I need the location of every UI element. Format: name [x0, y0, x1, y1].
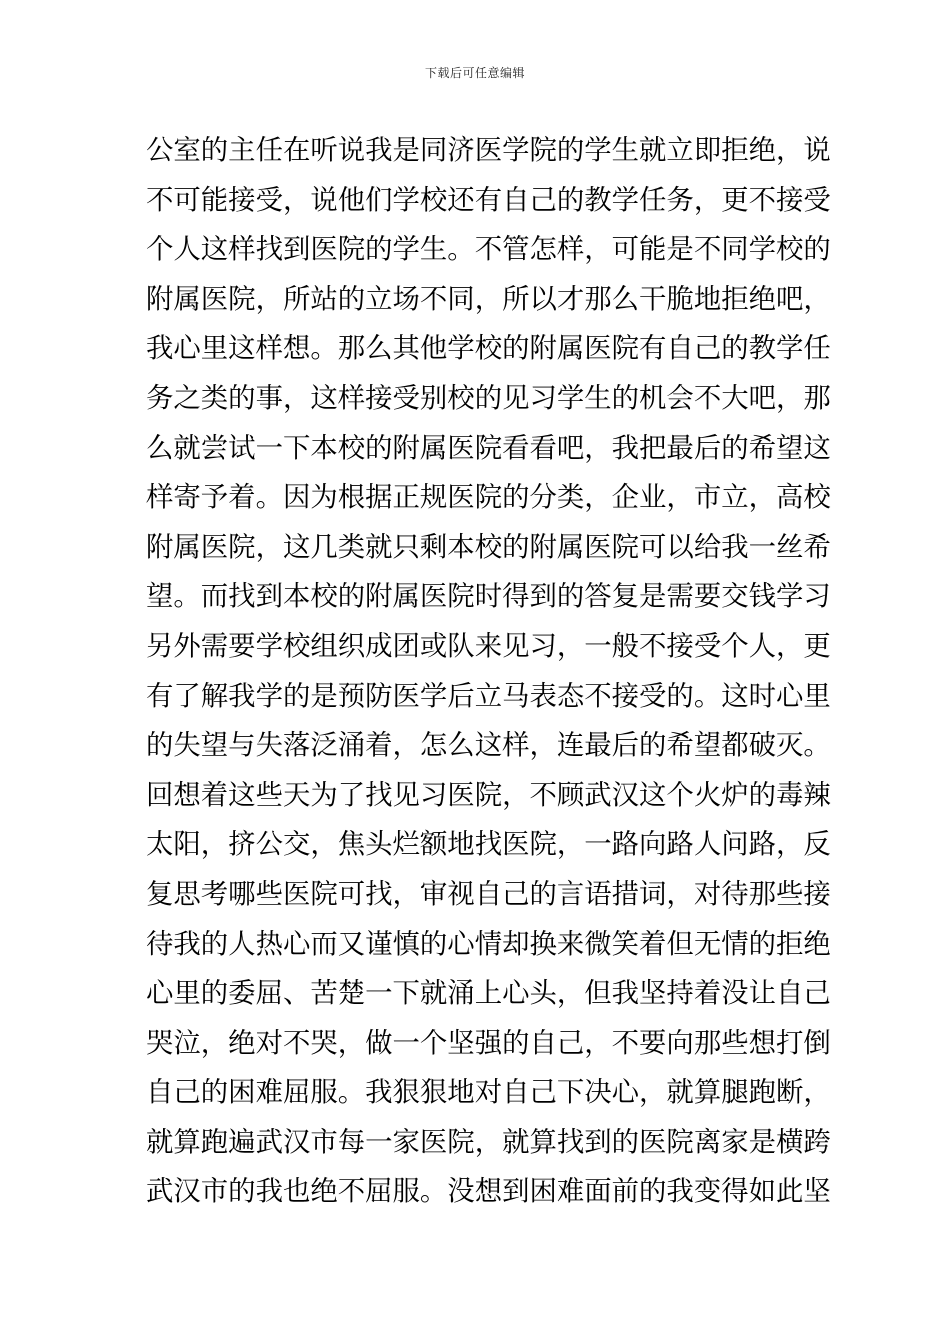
text-line: 附属医院，所站的立场不同，所以才那么干脆地拒绝吧，	[146, 283, 831, 315]
text-line: 武汉市的我也绝不屈服。没想到困难面前的我变得如此坚	[146, 1176, 831, 1208]
text-line: 么就尝试一下本校的附属医院看看吧，我把最后的希望这	[146, 432, 831, 464]
body-paragraph	[146, 126, 831, 1217]
text-line: 另外需要学校组织成团或队来见习，一般不接受个人，更	[146, 630, 831, 662]
text-line: 望。而找到本校的附属医院时得到的答复是需要交钱学习	[146, 581, 831, 613]
text-line: 自己的困难屈服。我狠狠地对自己下决心，就算腿跑断，	[146, 1077, 831, 1109]
text-line: 有了解我学的是预防医学后立马表态不接受的。这时心里	[146, 680, 831, 712]
text-line: 不可能接受，说他们学校还有自己的教学任务，更不接受	[146, 184, 831, 216]
text-line: 哭泣，绝对不哭，做一个坚强的自己，不要向那些想打倒	[146, 1027, 831, 1059]
text-line: 回想着这些天为了找见习医院，不顾武汉这个火炉的毒辣	[146, 779, 831, 811]
text-line: 心里的委屈、苦楚一下就涌上心头，但我坚持着没让自己	[146, 978, 831, 1010]
text-line: 样寄予着。因为根据正规医院的分类，企业，市立，高校	[146, 482, 831, 514]
text-line: 待我的人热心而又谨慎的心情却换来微笑着但无情的拒绝	[146, 928, 831, 960]
text-line: 就算跑遍武汉市每一家医院，就算找到的医院离家是横跨	[146, 1126, 831, 1158]
text-line: 复思考哪些医院可找，审视自己的言语措词，对待那些接	[146, 878, 831, 910]
text-line: 附属医院，这几类就只剩本校的附属医院可以给我一丝希	[146, 531, 831, 563]
text-line: 务之类的事，这样接受别校的见习学生的机会不大吧，那	[146, 382, 831, 414]
text-line: 的失望与失落泛涌着，怎么这样，连最后的希望都破灭。	[146, 730, 831, 762]
text-line: 公室的主任在听说我是同济医学院的学生就立即拒绝，说	[146, 135, 831, 166]
text-line: 我心里这样想。那么其他学校的附属医院有自己的教学任	[146, 333, 831, 365]
text-line: 个人这样找到医院的学生。不管怎样，可能是不同学校的	[146, 234, 831, 266]
text-line: 太阳，挤公交，焦头烂额地找医院，一路向路人问路，反	[146, 829, 831, 861]
page-header: 下载后可任意编辑	[424, 66, 525, 80]
